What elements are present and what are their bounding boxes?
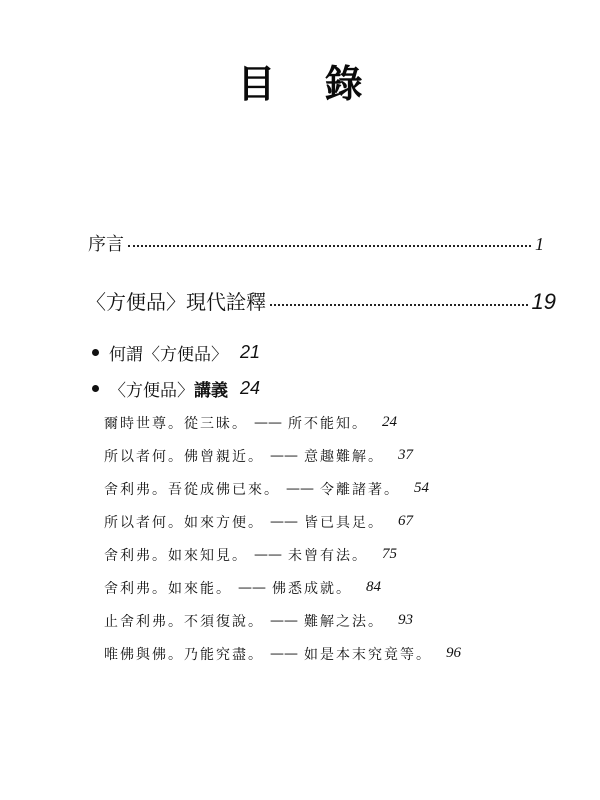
passage-dash: —— xyxy=(270,612,298,629)
passage-dash: —— xyxy=(270,513,298,530)
passage-start: 舍利弗。如來知見。 xyxy=(104,547,248,564)
dot-leader xyxy=(270,304,528,306)
passage-end: 難解之法。 xyxy=(304,613,384,630)
passage-end: 未曾有法。 xyxy=(288,547,368,564)
passage-dash: —— xyxy=(286,480,314,497)
passage-end: 佛悉成就。 xyxy=(272,580,352,597)
bullet-icon xyxy=(92,385,99,392)
toc-passage-item[interactable] xyxy=(104,472,461,505)
toc-section-item[interactable] xyxy=(92,370,260,406)
section-label-bold: 講義 xyxy=(194,380,228,401)
passage-dash: —— xyxy=(254,414,282,431)
toc-page-number: 1 xyxy=(535,234,544,254)
page-title: 目 錄 xyxy=(237,62,381,107)
toc-passage-item[interactable] xyxy=(104,604,461,637)
passage-dash: —— xyxy=(270,447,298,464)
passage-start: 止舍利弗。不須復說。 xyxy=(104,613,264,630)
toc-page-number: 93 xyxy=(398,612,413,628)
dot-leader xyxy=(128,245,531,247)
toc-section-item[interactable] xyxy=(92,334,260,370)
toc-passage-item[interactable] xyxy=(104,637,461,670)
passage-end: 如是本末究竟等。 xyxy=(304,646,432,663)
toc-page-number: 37 xyxy=(398,447,413,463)
toc-passage-item[interactable] xyxy=(104,538,461,571)
passage-start: 爾時世尊。從三昧。 xyxy=(104,415,248,432)
passage-list xyxy=(104,406,461,670)
toc-entry-preface[interactable] xyxy=(88,230,544,256)
toc-page-number: 19 xyxy=(531,289,556,314)
toc-entry-label: 序言 xyxy=(88,234,124,255)
toc-entry-chapter[interactable] xyxy=(86,286,556,315)
passage-dash: —— xyxy=(270,645,298,662)
passage-start: 舍利弗。如來能。 xyxy=(104,580,232,597)
toc-passage-item[interactable] xyxy=(104,439,461,472)
passage-start: 舍利弗。吾從成佛已來。 xyxy=(104,481,280,498)
passage-dash: —— xyxy=(254,546,282,563)
toc-page-number: 21 xyxy=(240,341,261,362)
toc-passage-item[interactable] xyxy=(104,505,461,538)
toc-passage-item[interactable] xyxy=(104,406,461,439)
passage-end: 意趣難解。 xyxy=(304,448,384,465)
toc-page-number: 24 xyxy=(240,377,261,398)
passage-end: 令離諸著。 xyxy=(320,481,400,498)
section-label: 何謂〈方便品〉 xyxy=(109,344,228,365)
toc-entry-label: 〈方便品〉現代詮釋 xyxy=(86,290,266,314)
toc-page-number: 96 xyxy=(446,645,461,661)
passage-start: 所以者何。佛曾親近。 xyxy=(104,448,264,465)
section-label xyxy=(109,376,228,401)
passage-end: 所不能知。 xyxy=(288,415,368,432)
passage-end: 皆已具足。 xyxy=(304,514,384,531)
toc-page-number: 84 xyxy=(366,579,381,595)
section-list xyxy=(92,334,260,406)
passage-start: 唯佛與佛。乃能究盡。 xyxy=(104,646,264,663)
toc-passage-item[interactable] xyxy=(104,571,461,604)
toc-page-number: 24 xyxy=(382,414,397,430)
toc-page-number: 75 xyxy=(382,546,397,562)
toc-page-number: 67 xyxy=(398,513,413,529)
section-label-prefix: 〈方便品〉 xyxy=(109,380,194,401)
bullet-icon xyxy=(92,349,99,356)
toc-page-number: 54 xyxy=(414,480,429,496)
passage-start: 所以者何。如來方便。 xyxy=(104,514,264,531)
passage-dash: —— xyxy=(238,579,266,596)
